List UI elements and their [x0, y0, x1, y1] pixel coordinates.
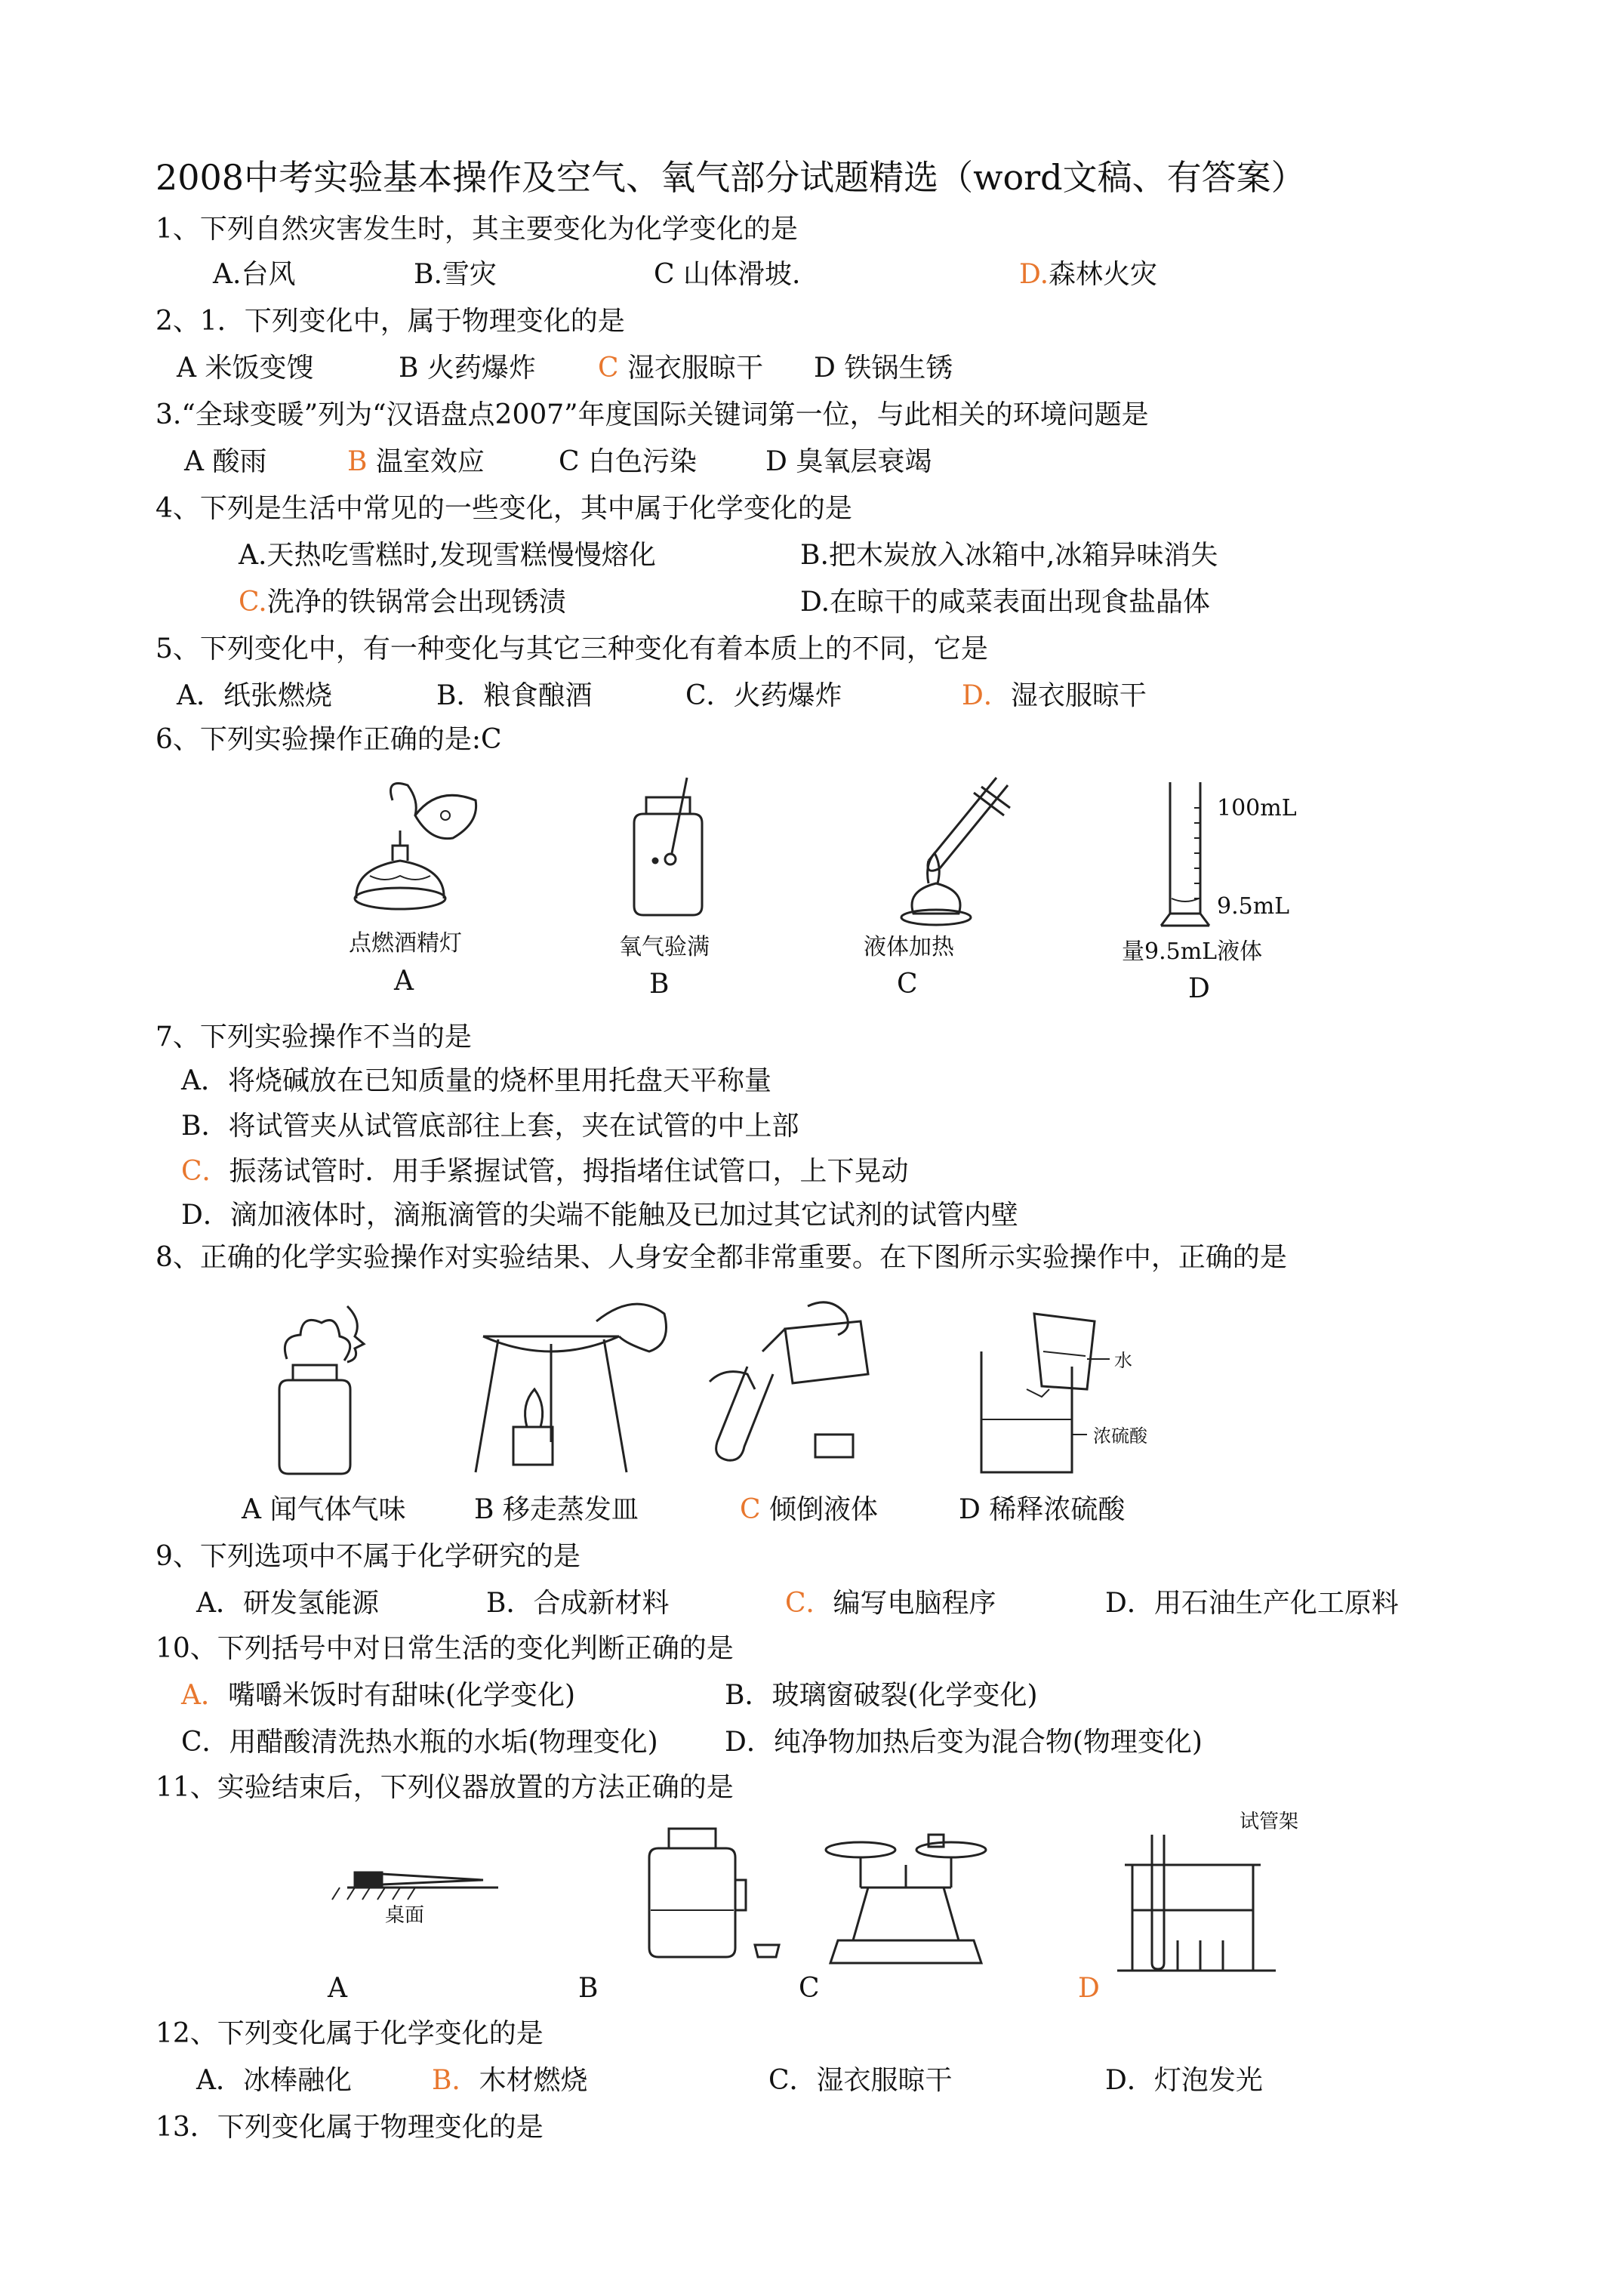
figure-letter-answer: D: [1078, 1973, 1100, 2004]
option-a: A 米饭变馊: [177, 353, 314, 384]
option-d-answer: D.森林火灾: [1019, 259, 1158, 290]
option-b-answer: B．木材燃烧: [432, 2065, 588, 2096]
option-d: D．灯泡发光: [1105, 2065, 1263, 2096]
graduated-cylinder-figure: [1155, 778, 1215, 929]
option-a: A．将烧碱放在已知质量的烧杯里用托盘天平称量: [181, 1065, 772, 1096]
option-b: B．将试管夹从试管底部往上套，夹在试管的中上部: [181, 1111, 799, 1142]
question-stem: 2、1．下列变化中，属于物理变化的是: [156, 306, 625, 337]
option-b: B．玻璃窗破裂(化学变化): [725, 1680, 1038, 1711]
page-title: 2008中考实验基本操作及空气、氧气部分试题精选（word文稿、有答案）: [156, 157, 1306, 198]
option-c: C．湿衣服晾干: [768, 2065, 953, 2096]
figure-caption: 量9.5mL液体: [1122, 938, 1263, 965]
alcohol-lamp-lighting-figure: [347, 770, 483, 914]
figure-letter: D: [1188, 973, 1210, 1004]
figure-letter: C: [897, 969, 918, 1000]
question-stem: 6、下列实验操作正确的是:C: [156, 724, 502, 755]
option-c: C 山体滑坡.: [654, 259, 801, 290]
option-a-answer: A．嘴嚼米饭时有甜味(化学变化): [181, 1680, 576, 1711]
figure-letter: C: [799, 1973, 820, 2004]
evaporating-dish-figure: [468, 1291, 679, 1480]
option-c-answer: C．编写电脑程序: [785, 1588, 996, 1619]
option-a: A.天热吃雪糕时,发现雪糕慢慢熔化: [239, 540, 656, 571]
reagent-bottle-figure: [642, 1812, 785, 1963]
option-a: A．冰棒融化: [196, 2065, 353, 2096]
option-d: D 铁锅生锈: [814, 353, 953, 384]
question-stem: 3.“全球变暖”列为“汉语盘点2007”年度国际关键词第一位，与此相关的环境问题是: [156, 399, 1149, 430]
water-label: 水: [1114, 1350, 1132, 1371]
question-stem: 5、下列变化中，有一种变化与其它三种变化有着本质上的不同，它是: [156, 633, 988, 664]
cylinder-mark-label: 9.5mL: [1217, 893, 1290, 920]
smelling-gas-figure: [264, 1299, 377, 1480]
option-d: D.在晾干的咸菜表面出现食盐晶体: [800, 587, 1211, 618]
question-stem: 4、下列是生活中常见的一些变化，其中属于化学变化的是: [156, 493, 852, 524]
acid-label: 浓硫酸: [1093, 1425, 1147, 1447]
figure-letter: A: [394, 966, 414, 997]
desk-label: 桌面: [385, 1904, 425, 1927]
question-stem: 9、下列选项中不属于化学研究的是: [156, 1541, 581, 1572]
question-stem: 13．下列变化属于物理变化的是: [156, 2112, 544, 2143]
option-a: A．纸张燃烧: [177, 680, 333, 711]
option-c-answer: C.洗净的铁锅常会出现锈渍: [239, 587, 566, 618]
balance-figure: [823, 1827, 989, 1971]
option-c-answer: C 倾倒液体: [740, 1494, 879, 1525]
option-d: D 臭氧层衰竭: [765, 446, 932, 477]
oxygen-test-bottle-figure: [619, 770, 710, 921]
figure-letter: B: [578, 1973, 599, 2004]
option-b: B 移走蒸发皿: [474, 1494, 639, 1525]
figure-letter: A: [328, 1973, 347, 2004]
option-d: D．用石油生产化工原料: [1105, 1588, 1399, 1619]
option-b: B.雪灾: [414, 259, 497, 290]
diluting-acid-figure: [974, 1306, 1125, 1480]
option-c: C．火药爆炸: [685, 680, 842, 711]
cylinder-top-label: 100mL: [1217, 795, 1297, 821]
question-stem: 1、下列自然灾害发生时，其主要变化为化学变化的是: [156, 214, 798, 245]
option-c: C 白色污染: [559, 446, 698, 477]
question-stem: 12、下列变化属于化学变化的是: [156, 2018, 544, 2049]
option-b: B 火药爆炸: [399, 353, 536, 384]
rack-label: 试管架: [1240, 1811, 1299, 1833]
option-d: D 稀释浓硫酸: [959, 1494, 1126, 1525]
liquid-heating-figure: [883, 770, 1034, 929]
option-c: C．用醋酸清洗热水瓶的水垢(物理变化): [181, 1727, 658, 1758]
question-stem: 11、实验结束后，下列仪器放置的方法正确的是: [156, 1772, 734, 1803]
option-c-answer: C．振荡试管时．用手紧握试管，拇指堵住试管口，上下晃动: [181, 1156, 909, 1187]
figure-caption: 氧气验满: [619, 934, 710, 960]
option-b-answer: B 温室效应: [347, 446, 485, 477]
question-stem: 7、下列实验操作不当的是: [156, 1022, 472, 1052]
pouring-liquid-figure: [694, 1299, 891, 1472]
option-d: D．滴加液体时，滴瓶滴管的尖端不能触及已加过其它试剂的试管内壁: [181, 1200, 1018, 1231]
option-d-answer: D．湿衣服晾干: [962, 680, 1147, 711]
option-a: A 酸雨: [184, 446, 267, 477]
figure-caption: 点燃酒精灯: [349, 930, 462, 957]
option-b: B.把木炭放入冰箱中,冰箱异味消失: [800, 540, 1218, 571]
option-b: B．粮食酿酒: [436, 680, 593, 711]
option-b: B．合成新材料: [486, 1588, 670, 1619]
option-d: D．纯净物加热后变为混合物(物理变化): [725, 1727, 1203, 1758]
option-a: A．研发氢能源: [196, 1588, 380, 1619]
question-stem: 8、正确的化学实验操作对实验结果、人身安全都非常重要。在下图所示实验操作中，正确的是: [156, 1242, 1287, 1273]
question-stem: 10、下列括号中对日常生活的变化判断正确的是: [156, 1633, 734, 1664]
figure-caption: 液体加热: [864, 934, 954, 960]
figure-letter: B: [649, 969, 670, 1000]
option-a: A.台风: [213, 259, 296, 290]
option-c-answer: C 湿衣服晾干: [598, 353, 764, 384]
option-a: A 闻气体气味: [242, 1494, 406, 1525]
